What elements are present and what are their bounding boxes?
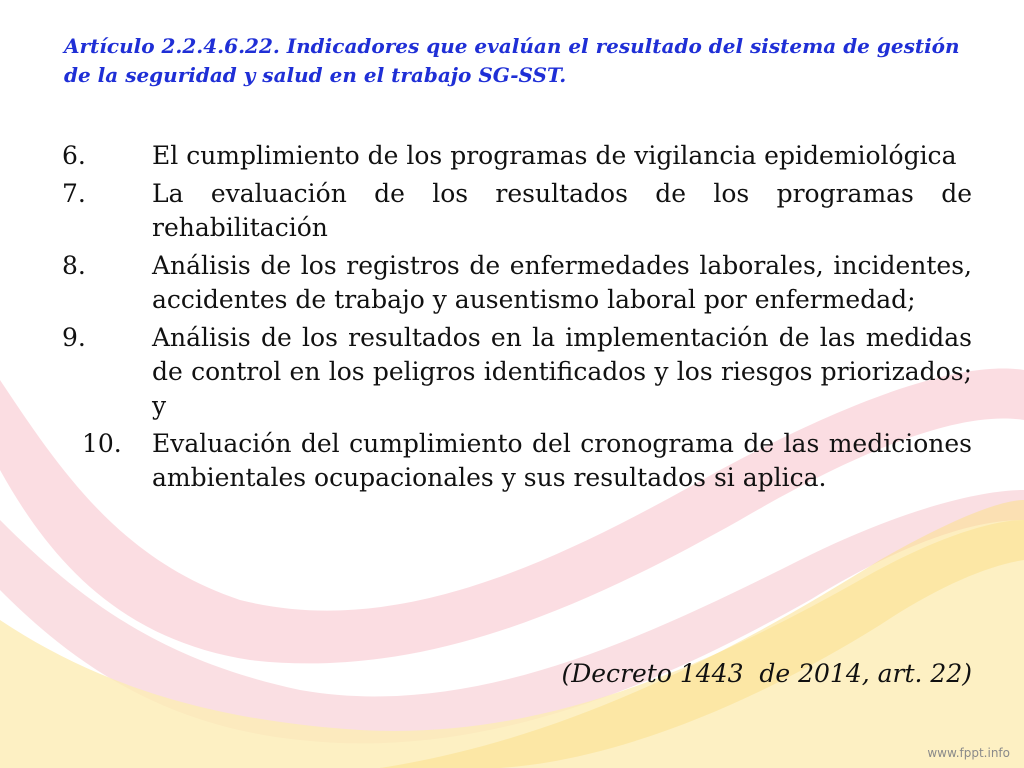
item-text: Análisis de los resultados en la implementación de las medidas de control en los peligros identificados y los riesgos priorizados; y xyxy=(152,323,972,420)
item-number: 9. xyxy=(62,323,86,352)
item-number: 10. xyxy=(82,429,122,458)
indicator-list xyxy=(62,139,972,499)
item-text: Evaluación del cumplimiento del cronograma de las mediciones ambientales ocupacionales y sus resultados si aplica. xyxy=(152,429,972,492)
list-item xyxy=(62,177,972,245)
item-text: Análisis de los registros de enfermedades laborales, incidentes, accidentes de trabajo y ausentismo laboral por enfermedad; xyxy=(152,251,972,314)
list-item xyxy=(62,427,972,495)
item-text: La evaluación de los resultados de los programas de rehabilitación xyxy=(152,179,972,242)
item-number: 7. xyxy=(62,179,86,208)
list-item xyxy=(62,249,972,317)
list-item xyxy=(62,139,972,173)
item-text: El cumplimiento de los programas de vigilancia epidemiológica xyxy=(152,141,957,170)
slide-title: Artículo 2.2.4.6.22. Indicadores que evalúan el resultado del sistema de gestión de la seguridad y salud en el trabajo SG-SST. xyxy=(64,34,960,87)
list-item xyxy=(62,321,972,423)
item-number: 6. xyxy=(62,141,86,170)
footer-watermark: www.fppt.info xyxy=(927,746,1010,760)
item-number: 8. xyxy=(62,251,86,280)
decree-citation: (Decreto 1443 de 2014, art. 22) xyxy=(561,659,972,688)
